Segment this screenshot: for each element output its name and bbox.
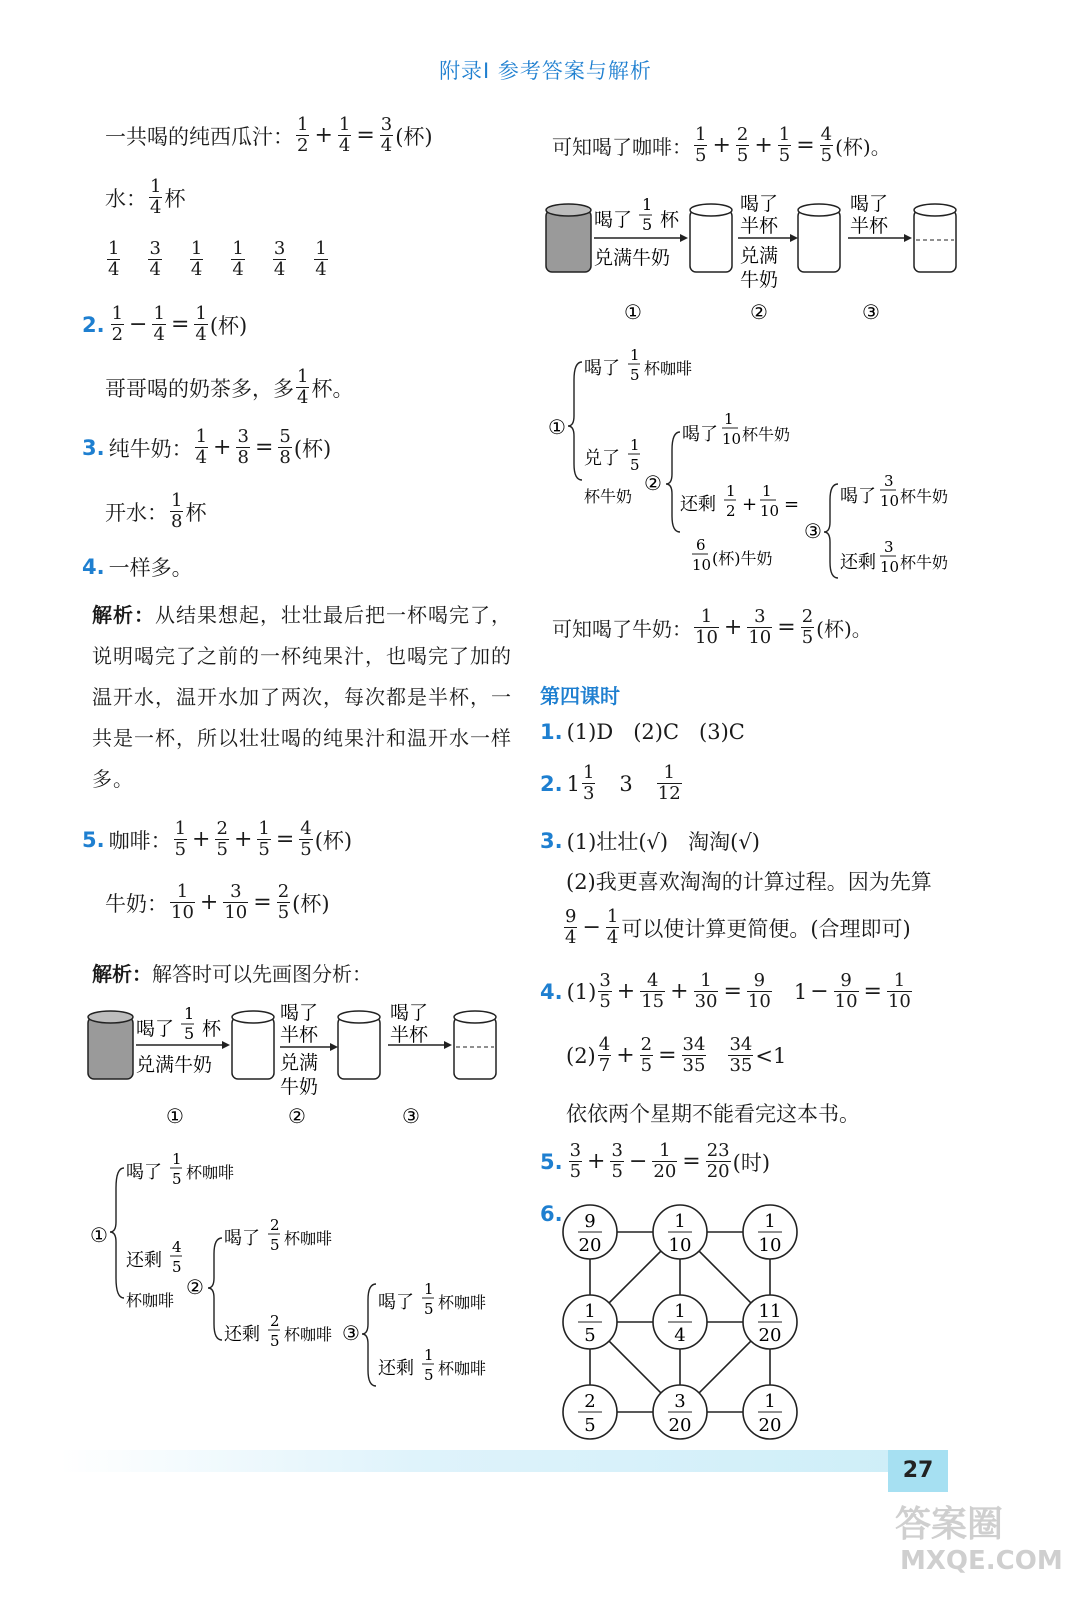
cup-empty-icon <box>798 204 840 272</box>
svg-text:①: ① <box>548 415 566 439</box>
svg-text:喝了: 喝了 <box>682 424 718 445</box>
fraction-numerator: 1 <box>584 1301 596 1322</box>
svg-text:喝了: 喝了 <box>224 1228 260 1249</box>
fraction-numerator: 9 <box>584 1211 596 1232</box>
svg-text:喝了: 喝了 <box>126 1162 162 1183</box>
cup-label-drink: 喝了 <box>136 1018 175 1040</box>
svg-text:杯咖啡: 杯咖啡 <box>186 1163 235 1182</box>
answer-3: 3. 纯牛奶： $\frac{1}{4}$ + $\frac{3}{8}$ = $\frac{5}{8}$ (杯) <box>82 426 332 468</box>
answer-4-4-conclusion: 依依两个星期不能看完这本书。 <box>566 1102 860 1126</box>
svg-text:5: 5 <box>270 1332 280 1350</box>
svg-text:10: 10 <box>692 556 712 574</box>
page-header: 附录Ⅰ 参考答案与解析 <box>439 59 652 83</box>
svg-text:1: 1 <box>630 436 640 454</box>
svg-text:兑满牛奶: 兑满牛奶 <box>136 1054 213 1076</box>
cup-empty-icon <box>232 1011 274 1079</box>
result-coffee: 可知喝了咖啡： $\frac{1}{5}$ + $\frac{2}{5}$ + $\frac{1}{5}$ = $\frac{4}{5}$ (杯)。 <box>552 124 891 166</box>
cup-empty-icon <box>690 204 732 272</box>
svg-text:+: + <box>742 494 758 515</box>
answer-4-3: 3. (1)壮壮(√) 淘淘(√) <box>540 829 760 854</box>
answer-5-milk: 牛奶： $\frac{1}{10}$ + $\frac{3}{10}$ = $\frac{2}{5}$ (杯) <box>105 881 330 923</box>
svg-text:半杯: 半杯 <box>850 215 889 237</box>
svg-text:还剩: 还剩 <box>840 552 876 573</box>
svg-text:5: 5 <box>630 366 640 384</box>
svg-text:牛奶: 牛奶 <box>280 1076 319 1098</box>
svg-text:杯牛奶: 杯牛奶 <box>742 425 791 444</box>
svg-text:喝了: 喝了 <box>850 193 889 215</box>
svg-text:半杯: 半杯 <box>390 1024 429 1046</box>
fraction-numerator: 11 <box>758 1301 782 1322</box>
fraction-denominator: 20 <box>758 1415 782 1436</box>
fraction-denominator: 5 <box>584 1325 596 1346</box>
fraction-denominator: 20 <box>668 1415 692 1436</box>
svg-text:喝了: 喝了 <box>584 358 620 379</box>
svg-text:5: 5 <box>424 1300 434 1318</box>
svg-text:喝了: 喝了 <box>390 1002 429 1024</box>
fraction-numerator: 2 <box>584 1391 596 1412</box>
svg-text:1: 1 <box>726 482 736 500</box>
cup-diagram-left <box>80 995 520 1135</box>
fraction-numerator: 1 <box>764 1391 776 1412</box>
branch-tree-right <box>546 340 976 585</box>
answer-4-4: 4. (1) $\frac{3}{5}$ + $\frac{4}{15}$ + $\frac{1}{30}$ = $\frac{9}{10}$ 1 − $\frac{9}{10}$ = $\frac{1}{10}$ <box>540 970 911 1012</box>
svg-text:③: ③ <box>804 519 822 543</box>
svg-text:②: ② <box>750 300 768 324</box>
answer-3-water: 开水： $\frac{1}{8}$ 杯 <box>105 490 207 532</box>
svg-text:5: 5 <box>184 1024 195 1043</box>
svg-text:杯咖啡: 杯咖啡 <box>644 359 693 378</box>
svg-text:1: 1 <box>424 1280 434 1298</box>
fraction-denominator: 20 <box>758 1325 782 1346</box>
fraction-numerator: 1 <box>674 1301 686 1322</box>
svg-text:1: 1 <box>184 1004 195 1023</box>
svg-text:还剩: 还剩 <box>224 1324 260 1345</box>
svg-text:10: 10 <box>760 502 780 520</box>
svg-text:喝了: 喝了 <box>840 486 876 507</box>
watermark: 答案圈 <box>895 1504 1004 1545</box>
svg-text:兑了: 兑了 <box>584 448 620 469</box>
fraction-node <box>653 1205 707 1259</box>
fraction-node <box>743 1205 797 1259</box>
footer-band <box>60 1450 940 1472</box>
answer-4-1: 1. (1)D (2)C (3)C <box>540 720 745 744</box>
svg-text:(杯)牛奶: (杯)牛奶 <box>712 549 773 568</box>
answer-4-6-label: 6. <box>540 1202 563 1226</box>
svg-text:杯: 杯 <box>202 1018 222 1040</box>
fraction-denominator: 20 <box>578 1235 602 1256</box>
svg-text:兑满: 兑满 <box>280 1052 319 1074</box>
svg-text:1: 1 <box>762 482 772 500</box>
svg-text:1: 1 <box>724 410 734 428</box>
svg-text:1: 1 <box>424 1346 434 1364</box>
svg-text:杯咖啡: 杯咖啡 <box>438 1359 487 1378</box>
svg-text:杯牛奶: 杯牛奶 <box>584 487 633 506</box>
fraction-numerator: 1 <box>674 1211 686 1232</box>
svg-text:1: 1 <box>172 1150 182 1168</box>
svg-text:3: 3 <box>884 538 894 556</box>
svg-text:=: = <box>784 494 800 515</box>
svg-text:杯咖啡: 杯咖啡 <box>284 1325 333 1344</box>
answer-4-4-part2: (2) $\frac{4}{7}$ + $\frac{2}{5}$ = $\frac{34}{35}$ $\frac{34}{35}$ <1 <box>566 1034 787 1076</box>
branch-tree-left <box>88 1148 518 1398</box>
answer-4-5: 5. $\frac{3}{5}$ + $\frac{3}{5}$ − $\frac{1}{20}$ = $\frac{23}{20}$ (时) <box>540 1140 771 1182</box>
answer-2-conclusion: 哥哥喝的奶茶多，多 $\frac{1}{4}$ 杯。 <box>105 366 354 408</box>
answer-2: 2. $\frac{1}{2}$ − $\frac{1}{4}$ = $\frac{1}{4}$ (杯) <box>82 303 248 345</box>
svg-text:杯咖啡: 杯咖啡 <box>438 1293 487 1312</box>
svg-text:杯咖啡: 杯咖啡 <box>126 1291 175 1310</box>
svg-text:①: ① <box>90 1223 108 1247</box>
svg-text:半杯: 半杯 <box>280 1024 319 1046</box>
svg-text:杯: 杯 <box>660 209 680 231</box>
svg-text:喝了: 喝了 <box>740 193 779 215</box>
svg-text:①: ① <box>166 1104 184 1128</box>
svg-text:杯牛奶: 杯牛奶 <box>900 487 949 506</box>
svg-text:10: 10 <box>880 558 900 576</box>
svg-text:10: 10 <box>722 430 742 448</box>
answer-4-3-line2: (2)我更喜欢淘淘的计算过程。因为先算 <box>566 870 932 894</box>
cup-empty-icon <box>338 1011 380 1079</box>
svg-text:喝了: 喝了 <box>378 1292 414 1313</box>
fraction-node <box>563 1295 617 1349</box>
svg-text:牛奶: 牛奶 <box>740 269 779 291</box>
svg-text:5: 5 <box>424 1366 434 1384</box>
svg-text:5: 5 <box>172 1258 182 1276</box>
svg-text:2: 2 <box>726 502 736 520</box>
fraction-denominator: 10 <box>758 1235 782 1256</box>
fraction-node <box>743 1385 797 1439</box>
watermark-url: MXQE.COM <box>900 1546 1063 1576</box>
section-title: 第四课时 <box>540 684 620 708</box>
cup-full-icon <box>546 204 591 272</box>
page-number: 27 <box>888 1450 948 1492</box>
svg-text:还剩: 还剩 <box>378 1358 414 1379</box>
svg-text:②: ② <box>644 471 662 495</box>
fraction-node <box>743 1295 797 1349</box>
svg-text:1: 1 <box>642 195 653 214</box>
svg-text:还剩: 还剩 <box>680 494 716 515</box>
cup-half-icon <box>454 1011 496 1079</box>
svg-text:喝了: 喝了 <box>280 1002 319 1024</box>
svg-text:③: ③ <box>402 1104 420 1128</box>
svg-text:兑满牛奶: 兑满牛奶 <box>594 247 671 269</box>
fraction-network <box>556 1196 816 1446</box>
answer-line-water: 水： $\frac{1}{4}$ 杯 <box>105 176 186 218</box>
svg-text:杯牛奶: 杯牛奶 <box>900 553 949 572</box>
svg-text:1: 1 <box>630 346 640 364</box>
svg-text:②: ② <box>288 1104 306 1128</box>
svg-text:5: 5 <box>270 1236 280 1254</box>
svg-text:2: 2 <box>270 1312 280 1330</box>
svg-text:②: ② <box>186 1275 204 1299</box>
fraction-node <box>653 1295 707 1349</box>
svg-text:③: ③ <box>342 1321 360 1345</box>
fraction-denominator: 5 <box>584 1415 596 1436</box>
answer-line-juice: 一共喝的纯西瓜汁： $\frac{1}{2}$ + $\frac{1}{4}$ = $\frac{3}{4}$ (杯) <box>105 114 433 156</box>
svg-text:①: ① <box>624 300 642 324</box>
fraction-node <box>563 1205 617 1259</box>
fraction-numerator: 1 <box>764 1211 776 1232</box>
answer-4: 4. 一样多。 <box>82 555 193 580</box>
svg-text:5: 5 <box>642 215 653 234</box>
answer-4-2: 2. 1 $\frac{1}{3}$ 3 $\frac{1}{12}$ <box>540 762 681 804</box>
analysis-2: 解析： 解答时可以先画图分析： <box>92 962 372 986</box>
cup-half-icon <box>914 204 956 272</box>
svg-text:4: 4 <box>172 1238 182 1256</box>
fraction-node <box>563 1385 617 1439</box>
answer-5-coffee: 5. 咖啡： $\frac{1}{5}$ + $\frac{2}{5}$ + $\frac{1}{5}$ = $\frac{4}{5}$ (杯) <box>82 818 353 860</box>
svg-text:6: 6 <box>696 536 706 554</box>
fraction-numerator: 3 <box>674 1391 686 1412</box>
svg-text:兑满: 兑满 <box>740 245 779 267</box>
fraction-node <box>653 1385 707 1439</box>
svg-text:喝了: 喝了 <box>594 209 633 231</box>
svg-text:③: ③ <box>862 300 880 324</box>
svg-text:3: 3 <box>884 472 894 490</box>
result-milk: 可知喝了牛奶： $\frac{1}{10}$ + $\frac{3}{10}$ = $\frac{2}{5}$ (杯)。 <box>552 606 872 648</box>
cup-diagram-right <box>538 188 978 328</box>
fraction-denominator: 10 <box>668 1235 692 1256</box>
svg-text:5: 5 <box>172 1170 182 1188</box>
svg-text:半杯: 半杯 <box>740 215 779 237</box>
svg-text:5: 5 <box>630 456 640 474</box>
svg-text:2: 2 <box>270 1216 280 1234</box>
analysis-1: 解析：从结果想起，壮壮最后把一杯喝完了，说明喝完了之前的一杯纯果汁，也喝完了加的温开水，温开水加了两次，每次都是半杯，一共是一杯，所以壮壮喝的纯果汁和温开水一样多。 <box>92 603 512 791</box>
svg-text:10: 10 <box>880 492 900 510</box>
svg-text:还剩: 还剩 <box>126 1250 162 1271</box>
cup-full-icon <box>88 1011 133 1079</box>
fraction-sequence: $\frac{1}{4}$ $\frac{3}{4}$ $\frac{1}{4}$ $\frac{1}{4}$ $\frac{3}{4}$ $\frac{1}{4}$ <box>108 238 327 280</box>
fraction-denominator: 4 <box>674 1325 686 1346</box>
answer-4-3-line3: $\frac{9}{4}$ − $\frac{1}{4}$ 可以使计算更简便。(合理即可) <box>565 906 911 948</box>
svg-text:杯咖啡: 杯咖啡 <box>284 1229 333 1248</box>
